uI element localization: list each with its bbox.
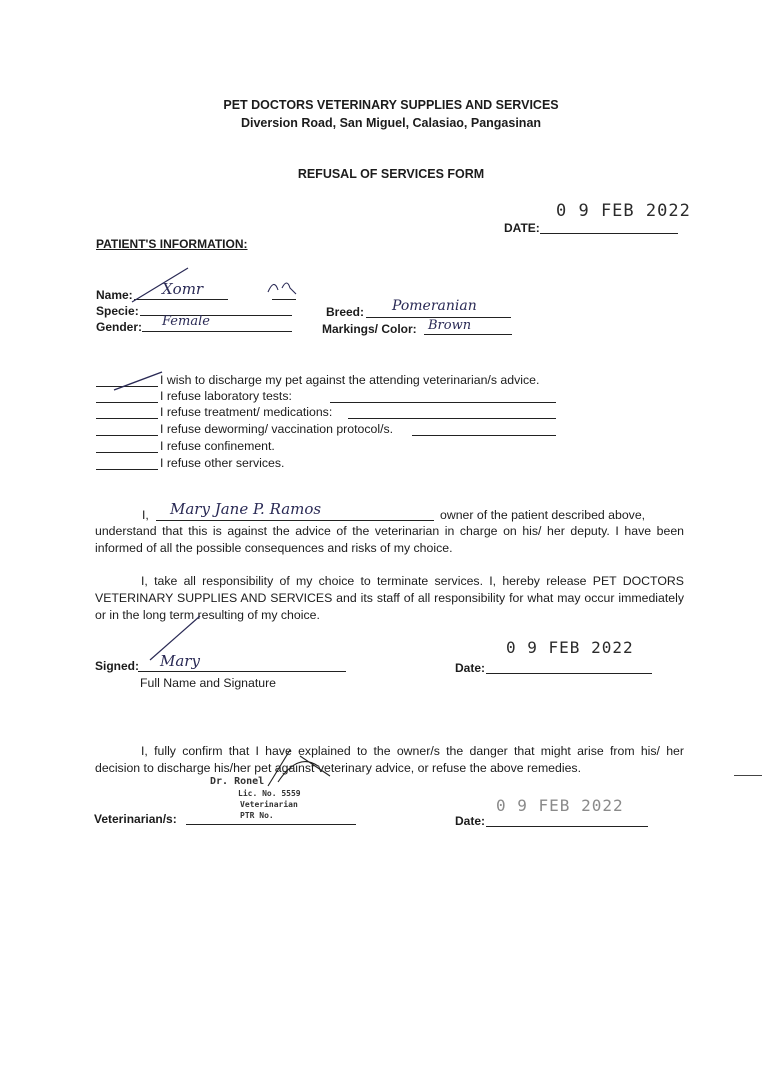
top-date-line [540, 233, 678, 234]
option-text: I refuse confinement. [160, 439, 275, 453]
pen-strokes [128, 258, 308, 308]
vet-signature-line [186, 824, 356, 825]
option-detail-line [348, 418, 556, 419]
breed-label: Breed: [326, 305, 365, 319]
option-line [96, 435, 158, 436]
option-text: I refuse deworming/ vaccination protocol/s. [160, 422, 394, 436]
option-text: I refuse treatment/ medications: [160, 405, 333, 419]
markings-line [424, 334, 512, 335]
option-detail-line [330, 402, 556, 403]
vet-date-line [486, 826, 648, 827]
check-mark-icon [112, 370, 166, 392]
signature-caption: Full Name and Signature [140, 676, 277, 690]
option-text: I wish to discharge my pet against the attending veterinarian/s advice. [160, 373, 540, 387]
owner-date-stamp: 0 9 FEB 2022 [506, 638, 634, 657]
owner-name-value: Mary Jane P. Ramos [170, 500, 322, 518]
owner-name-line [156, 520, 434, 521]
option-line [96, 469, 158, 470]
markings-value: Brown [428, 318, 472, 333]
signed-label: Signed: [95, 659, 139, 673]
option-line [96, 402, 158, 403]
vet-stamp-role: Veterinarian [240, 800, 298, 809]
owner-date-label: Date: [455, 661, 486, 675]
patient-section-title: PATIENT'S INFORMATION: [96, 237, 248, 251]
option-detail-line [412, 435, 556, 436]
statement1-suffix: owner of the patient described above, [440, 508, 646, 522]
statement1-prefix: I, [142, 508, 149, 522]
vet-date-stamp: 0 9 FEB 2022 [496, 796, 624, 815]
vet-signature-stroke [260, 746, 340, 792]
vet-stamp-license: Lic. No. 5559 [238, 789, 301, 798]
gender-label: Gender: [96, 320, 143, 334]
statement3-text: I, fully confirm that I have explained to the owner/s the danger that might arise from his/ her decision to discharge his/her pet against veterinary advice, or refuse the above remedies. [95, 744, 684, 775]
signature-stroke [148, 612, 208, 662]
form-title: REFUSAL OF SERVICES FORM [297, 167, 485, 181]
top-date-label: DATE: [504, 221, 540, 235]
edge-mark [734, 775, 762, 776]
owner-signature: Mary [160, 652, 200, 670]
name-label: Name: [96, 288, 133, 302]
company-address: Diversion Road, San Miguel, Calasiao, Pangasinan [240, 116, 542, 130]
statement1-text: understand that this is against the advice of the veterinarian in charge on his/ her deputy. I have been informed of all the possible consequences and risks of my choice. [95, 524, 684, 555]
company-name: PET DOCTORS VETERINARY SUPPLIES AND SERVICES [223, 98, 559, 112]
vet-stamp-name: Dr. Ronel [210, 776, 265, 787]
statement2-text: I, take all responsibility of my choice to terminate services. I, hereby release PET DOCTORS VETERINARY SUPPLIES AND SERVICES and its staff of all responsibility for what may occur immediately or in the long term resulting of my choice. [95, 574, 684, 622]
name-value: Xomr [162, 280, 204, 298]
breed-value: Pomeranian [392, 298, 477, 314]
gender-line [142, 331, 292, 332]
vet-date-label: Date: [455, 814, 486, 828]
markings-label: Markings/ Color: [322, 322, 417, 336]
signature-line [138, 671, 346, 672]
option-line [96, 452, 158, 453]
option-text: I refuse other services. [160, 456, 285, 470]
specie-label: Specie: [96, 304, 139, 318]
top-date-stamp: 0 9 FEB 2022 [556, 201, 691, 221]
option-line [96, 418, 158, 419]
gender-value: Female [162, 314, 210, 329]
vet-stamp-ptr: PTR No. [240, 811, 274, 820]
owner-date-line [486, 673, 652, 674]
vet-label: Veterinarian/s: [94, 812, 177, 826]
option-text: I refuse laboratory tests: [160, 389, 292, 403]
